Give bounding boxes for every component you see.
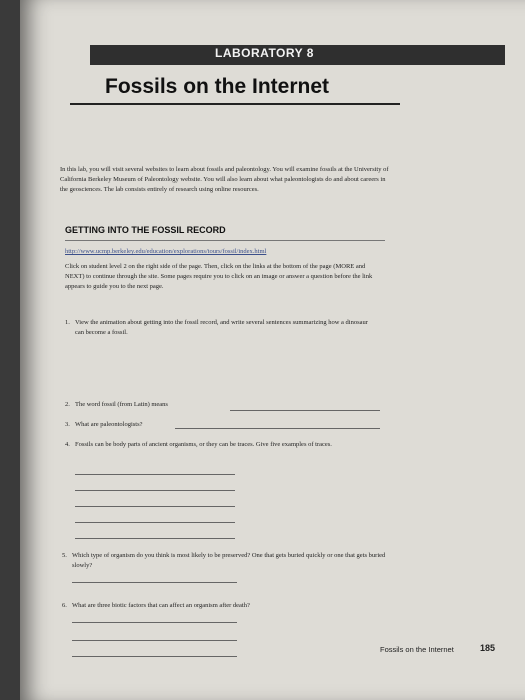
lab-number: LABORATORY 8 (215, 46, 314, 60)
page-number: 185 (480, 643, 496, 653)
question-1-text: View the animation about getting into the fossil record, and write several sentences summarizing how a dinosaur can become a fossil. (75, 319, 368, 336)
question-5-number: 5. (62, 552, 67, 559)
answer-line (75, 538, 235, 539)
question-5-text: Which type of organism do you think is most likely to be preserved? One that gets buried quickly or one that gets buried slowly? (72, 552, 386, 569)
question-4-number: 4. (65, 441, 70, 448)
answer-line (175, 428, 380, 429)
section-heading: GETTING INTO THE FOSSIL RECORD (65, 225, 226, 235)
answer-line (72, 622, 237, 623)
section-divider (65, 240, 385, 241)
question-2-text: The word fossil (from Latin) means (75, 401, 168, 408)
intro-paragraph: In this lab, you will visit several websites to learn about fossils and paleontology. You will examine fossils at the University of California Berkeley Museum of Paleontology website. You will also learn about what paleontologists do and about careers in the geosciences. The lab consists entirely of research using online resources. (60, 166, 389, 193)
answer-line (75, 474, 235, 475)
footer-label: Fossils on the Internet (380, 645, 454, 654)
question-6-text: What are three biotic factors that can affect an organism after death? (72, 602, 250, 609)
question-1-number: 1. (65, 319, 70, 326)
answer-line (75, 490, 235, 491)
question-6-number: 6. (62, 602, 67, 609)
answer-line (72, 656, 237, 657)
instructions-paragraph: Click on student level 2 on the right side of the page. Then, click on the links at the bottom of the page (MORE and NEXT) to continue through the site. Some pages require you to click on an image or answer a question before the link appears to guide you to the next page. (65, 263, 373, 290)
question-2-number: 2. (65, 401, 70, 408)
resource-link[interactable]: http://www.ucmp.berkeley.edu/education/explorations/tours/fossil/index.html (65, 248, 267, 255)
answer-line (72, 640, 237, 641)
question-3-number: 3. (65, 421, 70, 428)
textbook-page (20, 0, 525, 700)
answer-line (230, 410, 380, 411)
answer-line (75, 506, 235, 507)
answer-line (75, 522, 235, 523)
answer-line (72, 582, 237, 583)
page-title: Fossils on the Internet (105, 75, 330, 98)
question-4-text: Fossils can be body parts of ancient organisms, or they can be traces. Give five examples of traces. (75, 441, 332, 448)
title-underline (70, 103, 400, 105)
question-3-text: What are paleontologists? (75, 421, 143, 428)
